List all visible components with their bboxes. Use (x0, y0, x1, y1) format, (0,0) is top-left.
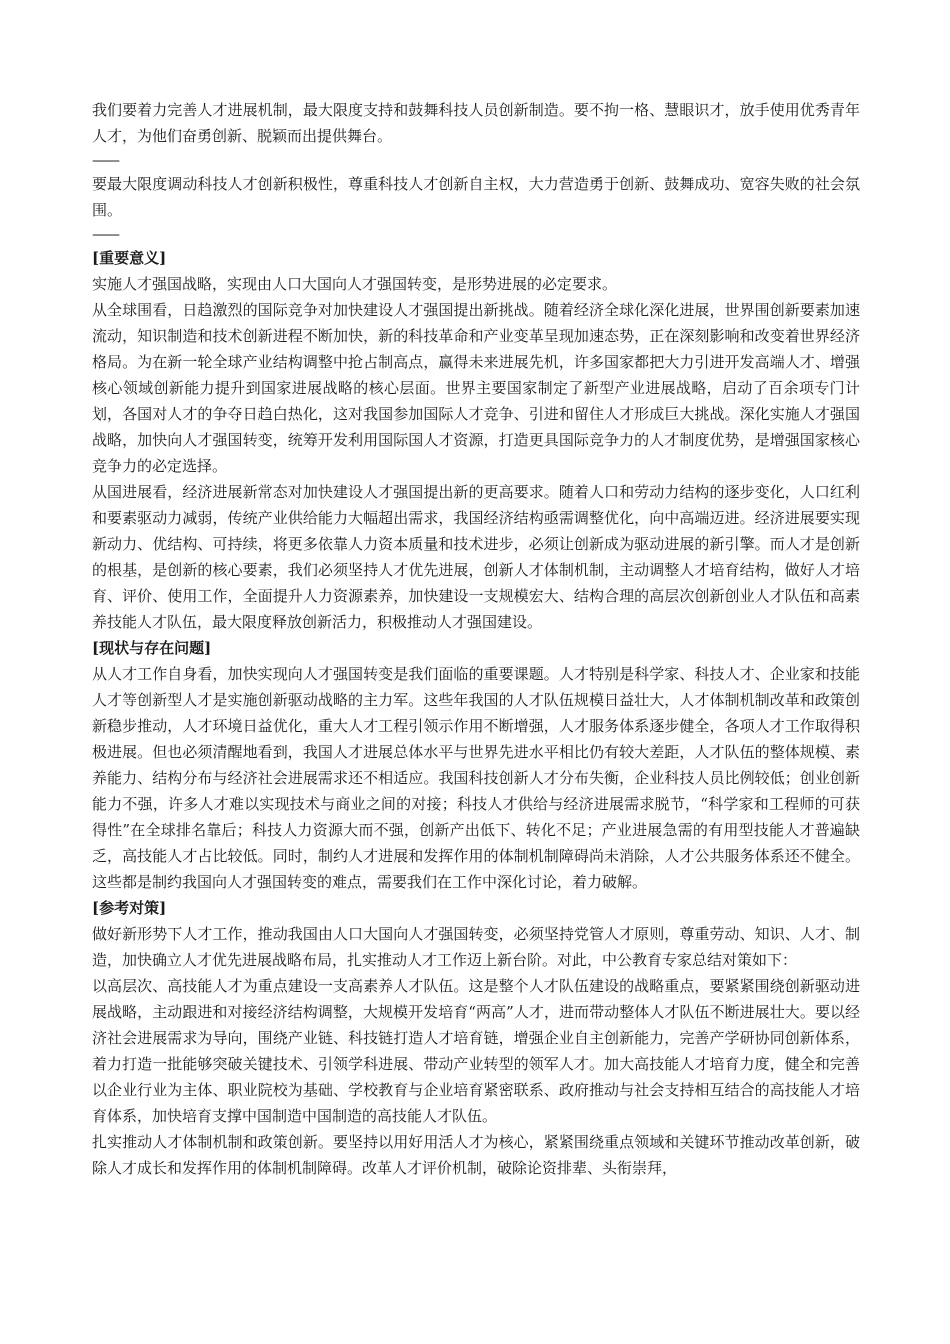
paragraph-problems: 从人才工作自身看，加快实现向人才强国转变是我们面临的重要课题。人才特别是科学家、科技人才、企业家和技能人才等创新型人才是实施创新驱动战略的主力军。这些年我国的人才队伍规模日益壮大，人才体制机制改革和政策创新稳步推动，人才环境日益优化，重大人才工程引领示作用不断增强，人才服务体系逐步健全，各项人才工作取得积极进展。但也必须清醒地看到，我国人才进展总体水平与世界先进水平相比仍有较大差距，人才队伍的整体规模、素养能力、结构分布与经济社会进展需求还不相适应。我国科技创新人才分布失衡，企业科技人员比例较低；创业创新能力不强，许多人才难以实现技术与商业之间的对接；科技人才供给与经济进展需求脱节，“科学家和工程师的可获得性”在全球排名靠后；科技人力资源大而不强，创新产出低下、转化不足；产业进展急需的有用型技能人才普遍缺乏，高技能人才占比较低。同时，制约人才进展和发挥作用的体制机制障碍尚未消除，人才公共服务体系还不健全。这些都是制约我国向人才强国转变的难点，需要我们在工作中深化讨论，着力破解。 (92, 665, 860, 891)
section-heading-significance: [重要意义] (92, 249, 167, 267)
document-body (92, 97, 860, 1181)
paragraph-countermeasure-1: 以高层次、高技能人才为重点建设一支高素养人才队伍。这是整个人才队伍建设的战略重点，要紧紧围绕创新驱动进展战略，主动跟进和对接经济结构调整，大规模开发培育“两高”人才，进而带动整体人才队伍不断进展壮大。要以经济社会进展需求为导向，围绕产业链、科技链打造人才培育链，增强企业自主创新能力，完善产学研协同创新体系，着力打造一批能够突破关键技术、引领学科进展、带动产业转型的领军人才。加大高技能人才培育力度，健全和完善以企业行业为主体、职业院校为基础、学校教育与企业培育紧密联系、政府推动与社会支持相互结合的高技能人才培育体系，加快培育支撑中国制造中国制造的高技能人才队伍。 (92, 977, 860, 1125)
paragraph-intro-2: 要最大限度调动科技人才创新积极性，尊重科技人才创新自主权，大力营造勇于创新、鼓舞成功、宽容失败的社会氛围。 (92, 175, 860, 219)
paragraph-countermeasure-2: 扎实推动人才体制机制和政策创新。要坚持以用好用活人才为核心，紧紧围绕重点领域和关键环节推动改革创新，破除人才成长和发挥作用的体制机制障碍。改革人才评价机制，破除论资排辈、头衔崇拜， (92, 1133, 860, 1177)
paragraph-intro-1: 我们要着力完善人才进展机制，最大限度支持和鼓舞科技人员创新制造。要不拘一格、慧眼识才，放手使用优秀青年人才，为他们奋勇创新、脱颖而出提供舞台。 (92, 101, 860, 145)
paragraph-significance-summary: 实施人才强国战略，实现由人口大国向人才强国转变，是形势进展的必定要求。 (92, 275, 618, 293)
quote-dash: —— (92, 225, 118, 243)
paragraph-global-view: 从全球围看，日趋激烈的国际竞争对加快建设人才强国提出新挑战。随着经济全球化深化进展，世界围创新要素加速流动，知识制造和技术创新进程不断加快，新的科技革命和产业变革呈现加速态势，正在深刻影响和改变着世界经济格局。为在新一轮全球产业结构调整中抢占制高点，赢得未来进展先机，许多国家都把大力引进开发高端人才、增强核心领域创新能力提升到国家进展战略的核心层面。世界主要国家制定了新型产业进展战略，启动了百余项专门计划，各国对人才的争夺日趋白热化，这对我国参加国际人才竞争、引进和留住人才形成巨大挑战。深化实施人才强国战略，加快向人才强国转变，统筹开发利用国际国人才资源，打造更具国际竞争力的人才制度优势，是增强国家核心竞争力的必定选择。 (92, 301, 860, 475)
quote-dash: —— (92, 151, 118, 169)
paragraph-domestic-view: 从国进展看，经济进展新常态对加快建设人才强国提出新的更高要求。随着人口和劳动力结构的逐步变化，人口红利和要素驱动力减弱，传统产业供给能力大幅超出需求，我国经济结构亟需调整优化，向中高端迈进。经济进展要实现新动力、优结构、可持续，将更多依靠人力资本质量和技术进步，必须让创新成为驱动进展的新引擎。而人才是创新的根基，是创新的核心要素，我们必须坚持人才优先进展，创新人才体制机制，主动调整人才培育结构，做好人才培育、评价、使用工作，全面提升人力资源素养，加快建设一支规模宏大、结构合理的高层次创新创业人才队伍和高素养技能人才队伍，最大限度释放创新活力，积极推动人才强国建设。 (92, 483, 860, 631)
section-heading-countermeasures: [参考对策] (92, 899, 167, 917)
paragraph-countermeasures-intro: 做好新形势下人才工作，推动我国由人口大国向人才强国转变，必须坚持党管人才原则，尊重劳动、知识、人才、制造，加快确立人才优先进展战略布局，扎实推动人才工作迈上新台阶。对此，中公教育专家总结对策如下： (92, 925, 860, 969)
section-heading-problems: [现状与存在问题] (92, 639, 212, 657)
